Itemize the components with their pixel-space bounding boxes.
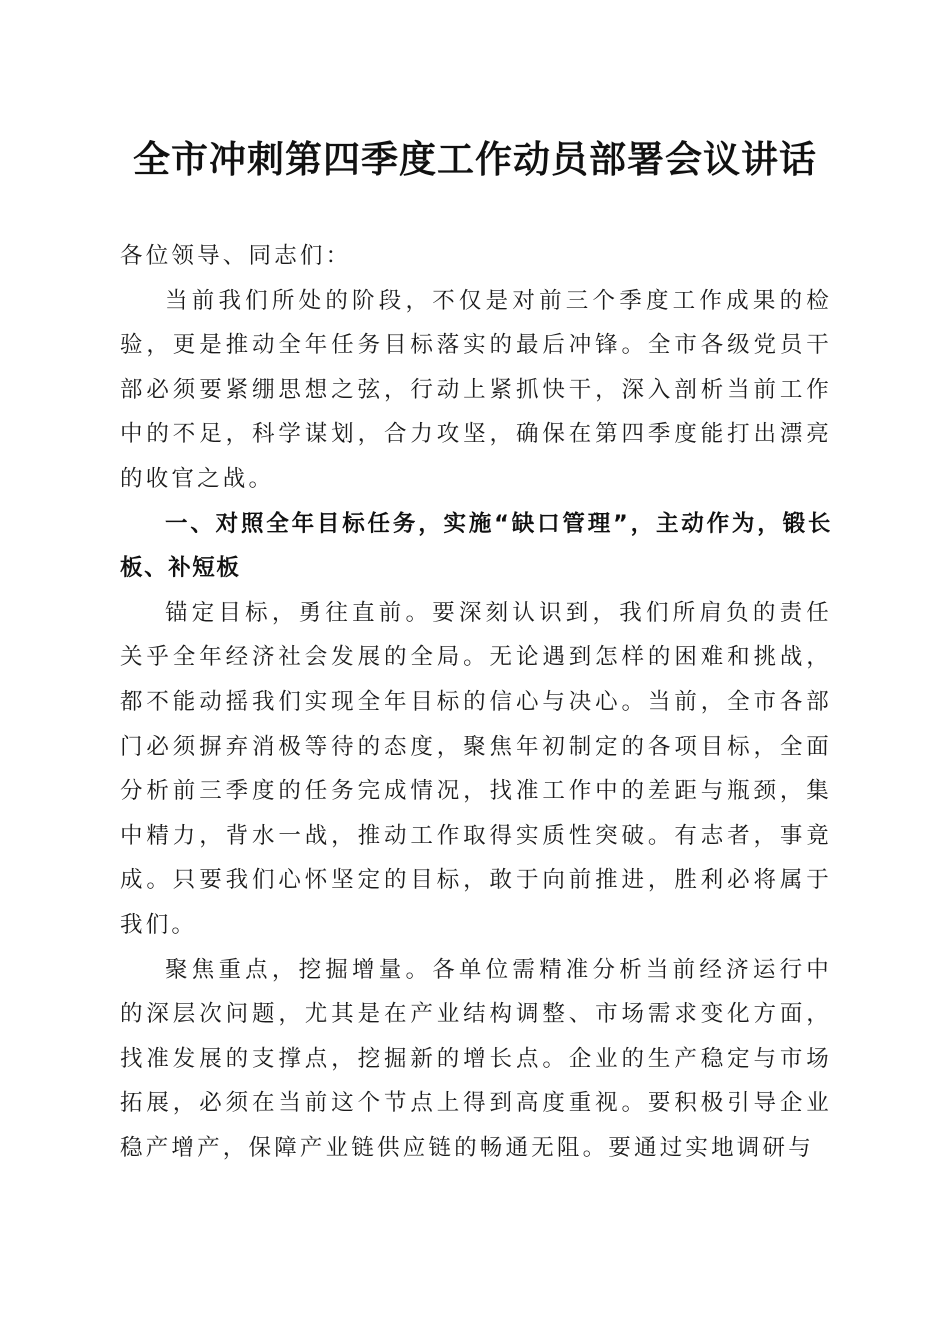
section1-paragraph-2: 聚焦重点，挖掘增量。各单位需精准分析当前经济运行中的深层次问题，尤其是在产业结构调整、市场需求变化方面，找准发展的支撑点，挖掘新的增长点。企业的生产稳定与市场拓展，必须在当前这个节点上得到高度重视。要积极引导企业稳产增产，保障产业链供应链的畅通无阻。要通过实地调研与 <box>120 956 832 1161</box>
section-heading-1: 一、对照全年目标任务，实施“缺口管理”，主动作为，锻长板、补短板 <box>120 510 832 582</box>
section1-paragraph-1: 锚定目标，勇往直前。要深刻认识到，我们所肩负的责任关乎全年经济社会发展的全局。无论遇到怎样的困难和挑战，都不能动摇我们实现全年目标的信心与决心。当前，全市各部门必须摒弃消极等待的态度，聚焦年初制定的各项目标，全面分析前三季度的任务完成情况，找准工作中的差距与瓶颈，集中精力，背水一战，推动工作取得实质性突破。有志者，事竟成。只要我们心怀坚定的目标，敢于向前推进，胜利必将属于我们。 <box>120 599 832 938</box>
salutation: 各位领导、同志们： <box>120 243 352 269</box>
document-title: 全市冲刺第四季度工作动员部署会议讲话 <box>133 137 817 181</box>
document-body <box>120 234 832 1170</box>
intro-paragraph: 当前我们所处的阶段，不仅是对前三个季度工作成果的检验，更是推动全年任务目标落实的最后冲锋。全市各级党员干部必须要紧绷思想之弦，行动上紧抓快干，深入剖析当前工作中的不足，科学谋划，合力攻坚，确保在第四季度能打出漂亮的收官之战。 <box>120 287 832 492</box>
